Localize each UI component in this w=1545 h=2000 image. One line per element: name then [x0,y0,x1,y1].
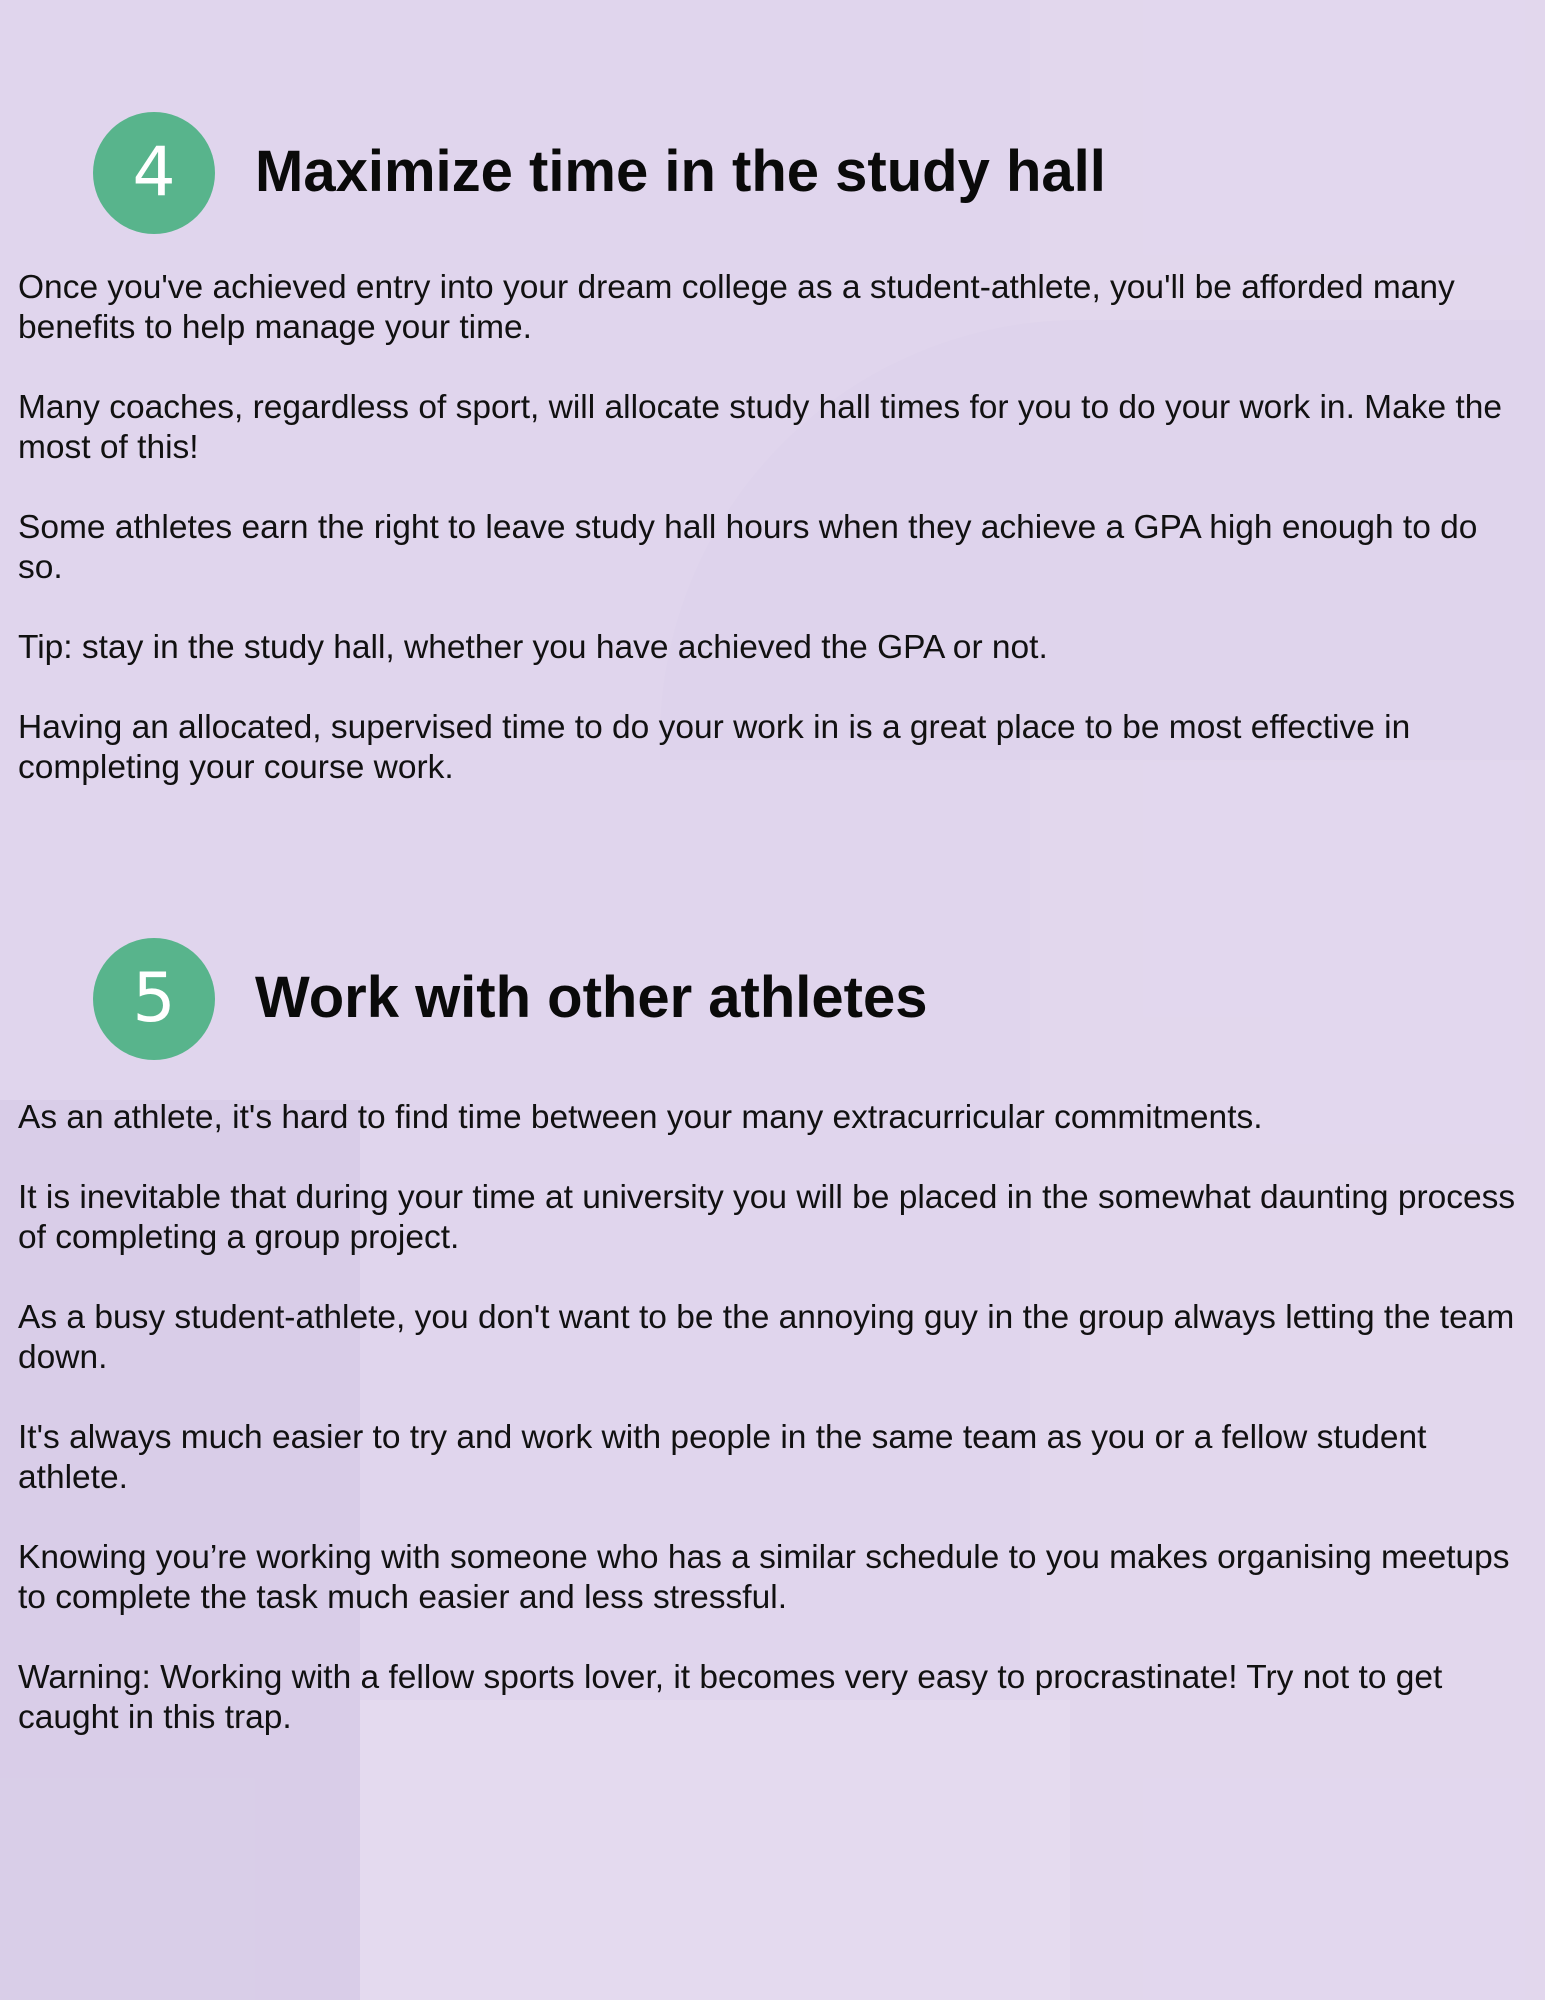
section-body [18,268,1518,828]
body-paragraph: Having an allocated, supervised time to do your work in is a great place to be most effective in completing your course work. [18,709,1411,786]
body-paragraph: As an athlete, it's hard to find time between your many extracurricular commitments. [18,1099,1263,1136]
section-header [0,112,1545,236]
body-paragraph: Some athletes earn the right to leave study hall hours when they achieve a GPA high enough to do so. [18,509,1478,586]
body-paragraph: Once you've achieved entry into your dream college as a student-athlete, you'll be afforded many benefits to help manage your time. [18,269,1455,346]
body-paragraph: It is inevitable that during your time at university you will be placed in the somewhat daunting process of completing a group project. [18,1179,1516,1256]
body-paragraph: As a busy student-athlete, you don't want to be the annoying guy in the group always letting the team down. [18,1299,1515,1376]
step-number-badge: 4 [93,112,215,234]
tip-section-4 [0,112,1545,786]
section-title: Maximize time in the study hall [255,139,1106,204]
section-body [18,1098,1518,1778]
section-header [0,938,1545,1062]
tip-paragraph: Tip: stay in the study hall, whether you have achieved the GPA or not. [18,629,1048,666]
step-number-badge: 5 [93,938,215,1060]
body-paragraph: It's always much easier to try and work with people in the same team as you or a fellow student athlete. [18,1419,1427,1496]
body-paragraph: Knowing you’re working with someone who has a similar schedule to you makes organising meetups to complete the task much easier and less stressful. [18,1539,1510,1616]
warning-paragraph: Warning: Working with a fellow sports lover, it becomes very easy to procrastinate! Try not to get caught in this trap. [18,1659,1443,1736]
body-paragraph: Many coaches, regardless of sport, will allocate study hall times for you to do your work in. Make the most of this! [18,389,1502,466]
tip-section-5 [0,938,1545,1736]
section-title: Work with other athletes [255,965,928,1030]
